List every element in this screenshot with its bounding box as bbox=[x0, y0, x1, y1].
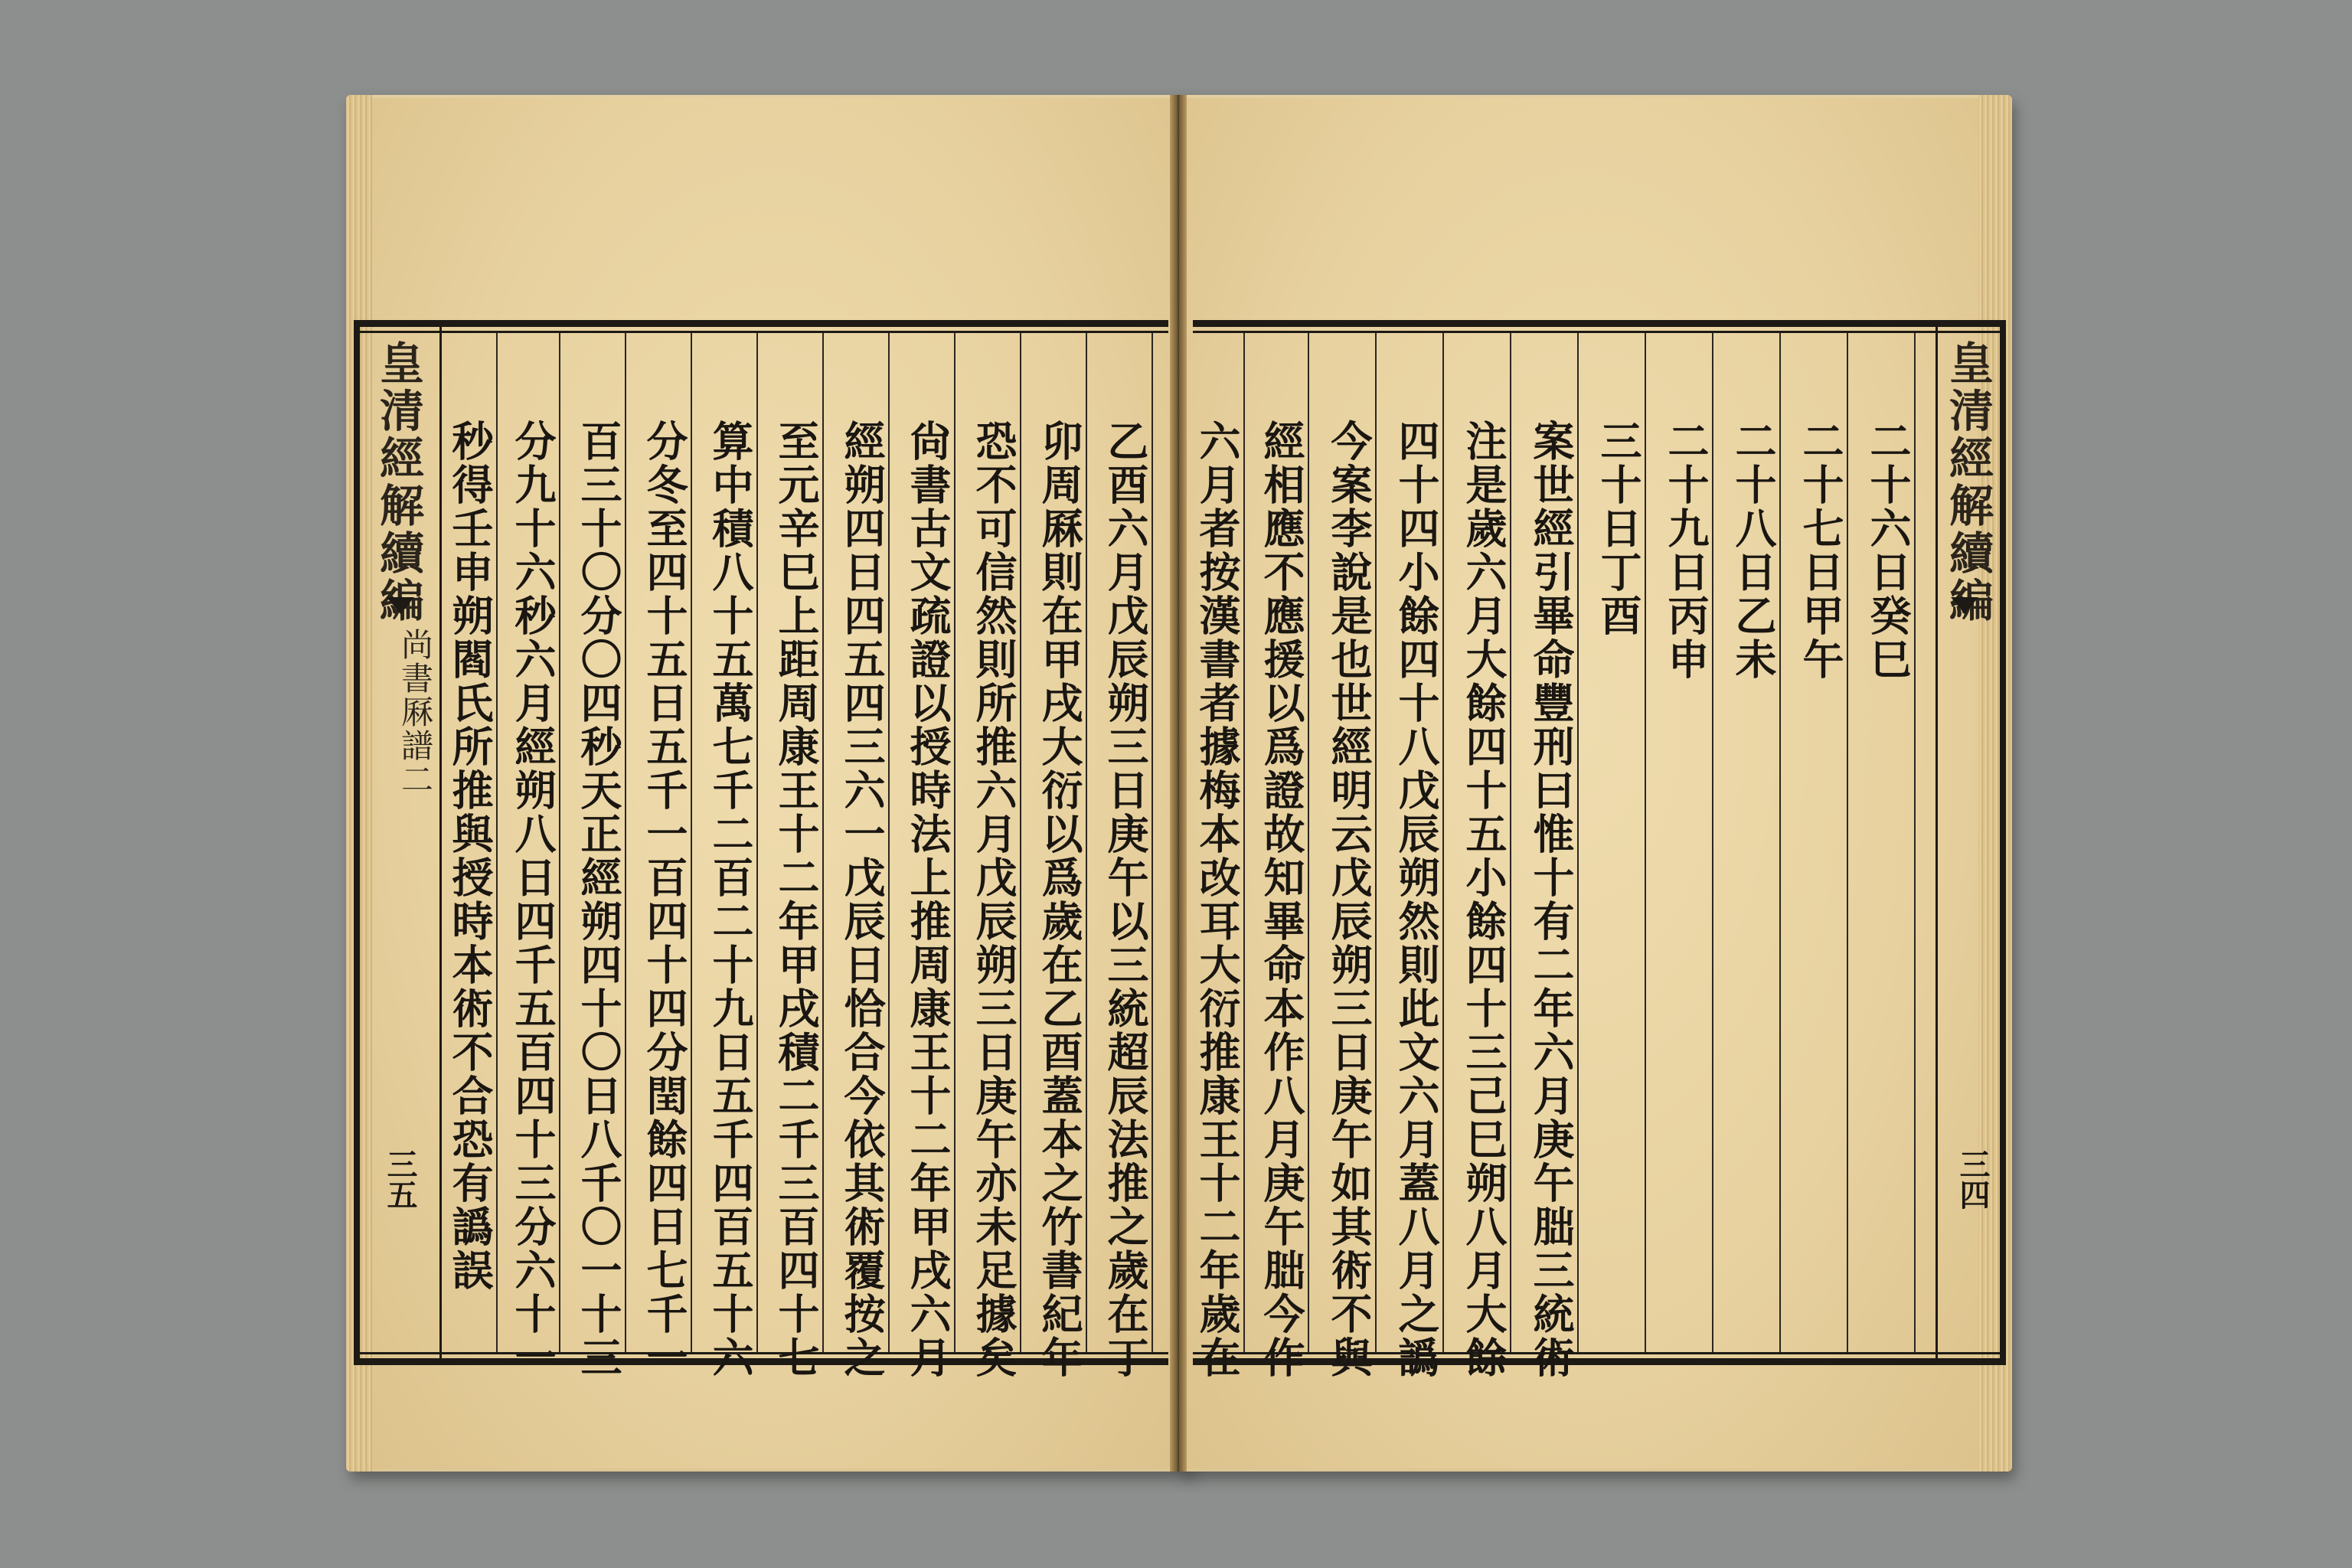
column-divider-line bbox=[1152, 333, 1153, 1352]
column-divider-line bbox=[954, 333, 956, 1352]
right-outer-border bbox=[2000, 320, 2006, 1365]
left-text-column: 尙書古文疏證以授時法上推周康王十二年甲戌六月 bbox=[903, 420, 952, 1380]
right-folio: 三四 bbox=[1955, 1148, 1991, 1210]
right-text-column: 四十四小餘四十八戊辰朔然則此文六月蓋八月之譌 bbox=[1392, 420, 1441, 1380]
right-bottom-thin-rule bbox=[1193, 1352, 2006, 1354]
column-divider-line bbox=[559, 333, 560, 1352]
left-text-column: 百三十〇分〇四秒天正經朔四十〇日八千〇一十三 bbox=[574, 420, 623, 1380]
column-divider-line bbox=[1510, 333, 1511, 1352]
column-divider-line bbox=[1442, 333, 1444, 1352]
right-margin-column-rule bbox=[1936, 320, 1938, 1365]
left-outer-border bbox=[354, 320, 360, 1365]
right-top-rule bbox=[1193, 320, 2006, 327]
column-divider-line bbox=[1243, 333, 1245, 1352]
column-divider-line bbox=[1086, 333, 1087, 1352]
left-text-column: 卯周厤則在甲戌大衍以爲歲在乙酉蓋本之竹書紀年 bbox=[1035, 420, 1084, 1380]
right-bottom-rule bbox=[1193, 1358, 2006, 1365]
column-divider-line bbox=[496, 333, 498, 1352]
column-divider-line bbox=[1847, 333, 1848, 1352]
left-margin-column-rule bbox=[439, 320, 442, 1365]
right-text-column: 三十日丁酉 bbox=[1594, 420, 1643, 638]
right-fishtail-mark bbox=[1951, 597, 1978, 614]
column-divider-line bbox=[1645, 333, 1646, 1352]
left-text-column: 恐不可信然則所推六月戊辰朔三日庚午亦未足據矣 bbox=[969, 420, 1018, 1380]
right-text-column: 案世經引畢命豐刑曰惟十有二年六月庚午朏三統術 bbox=[1527, 420, 1576, 1380]
left-top-rule bbox=[354, 320, 1168, 327]
left-fishtail-mark bbox=[387, 597, 414, 614]
column-divider-line bbox=[625, 333, 626, 1352]
column-divider-line bbox=[1375, 333, 1377, 1352]
column-divider-line bbox=[1577, 333, 1579, 1352]
left-text-column: 乙酉六月戊辰朔三日庚午以三統超辰法推之歲在丁 bbox=[1101, 420, 1150, 1380]
column-divider-line bbox=[1914, 333, 1916, 1352]
left-margin-title: 皇清經解續編 bbox=[372, 340, 424, 625]
column-divider-line bbox=[756, 333, 758, 1352]
left-text-column: 經朔四日四五四三六一戊辰日恰合今依其術覆按之 bbox=[838, 420, 887, 1380]
left-folio: 三五 bbox=[382, 1148, 418, 1210]
right-margin-title: 皇清經解續編 bbox=[1942, 340, 1994, 625]
right-text-column: 經相應不應援以爲證故知畢命本作八月庚午朏今作 bbox=[1257, 420, 1306, 1380]
right-text-column: 今案李說是也世經明云戊辰朔三日庚午如其術不與 bbox=[1325, 420, 1374, 1380]
right-top-thin-rule bbox=[1193, 331, 2006, 333]
book-gutter bbox=[1170, 95, 1187, 1472]
right-text-column: 注是歲六月大餘四十五小餘四十三己巳朔八月大餘 bbox=[1459, 420, 1508, 1380]
right-text-column: 二十八日乙未 bbox=[1729, 420, 1778, 681]
right-leaf-edges bbox=[1978, 95, 2012, 1472]
right-text-column: 二十六日癸巳 bbox=[1864, 420, 1913, 681]
left-top-thin-rule bbox=[354, 331, 1168, 333]
column-divider-line bbox=[691, 333, 692, 1352]
column-divider-line bbox=[822, 333, 824, 1352]
left-text-column: 至元辛巳上距周康王十二年甲戌積二千三百四十七 bbox=[772, 420, 821, 1380]
column-divider-line bbox=[1308, 333, 1309, 1352]
right-text-column: 六月者按漢書者據梅本改耳大衍推康王十二年歲在 bbox=[1193, 420, 1242, 1380]
column-divider-line bbox=[1779, 333, 1781, 1352]
left-text-column: 秒得壬申朔閻氏所推與授時本術不合恐有譌誤 bbox=[446, 420, 495, 1292]
left-text-column: 分九十六秒六月經朔八日四千五百四十三分六十一 bbox=[508, 420, 557, 1380]
column-divider-line bbox=[1020, 333, 1021, 1352]
right-text-column: 二十九日丙申 bbox=[1661, 420, 1710, 681]
column-divider-line bbox=[888, 333, 890, 1352]
column-divider-line bbox=[1712, 333, 1713, 1352]
right-text-column: 二十七日甲午 bbox=[1796, 420, 1845, 681]
left-text-column: 分冬至四十五日五千一百四十四分閏餘四日七千一 bbox=[640, 420, 689, 1380]
left-text-column: 算中積八十五萬七千二百二十九日五千四百五十六 bbox=[706, 420, 755, 1380]
left-margin-section: 尚書厤譜二 bbox=[397, 628, 434, 796]
